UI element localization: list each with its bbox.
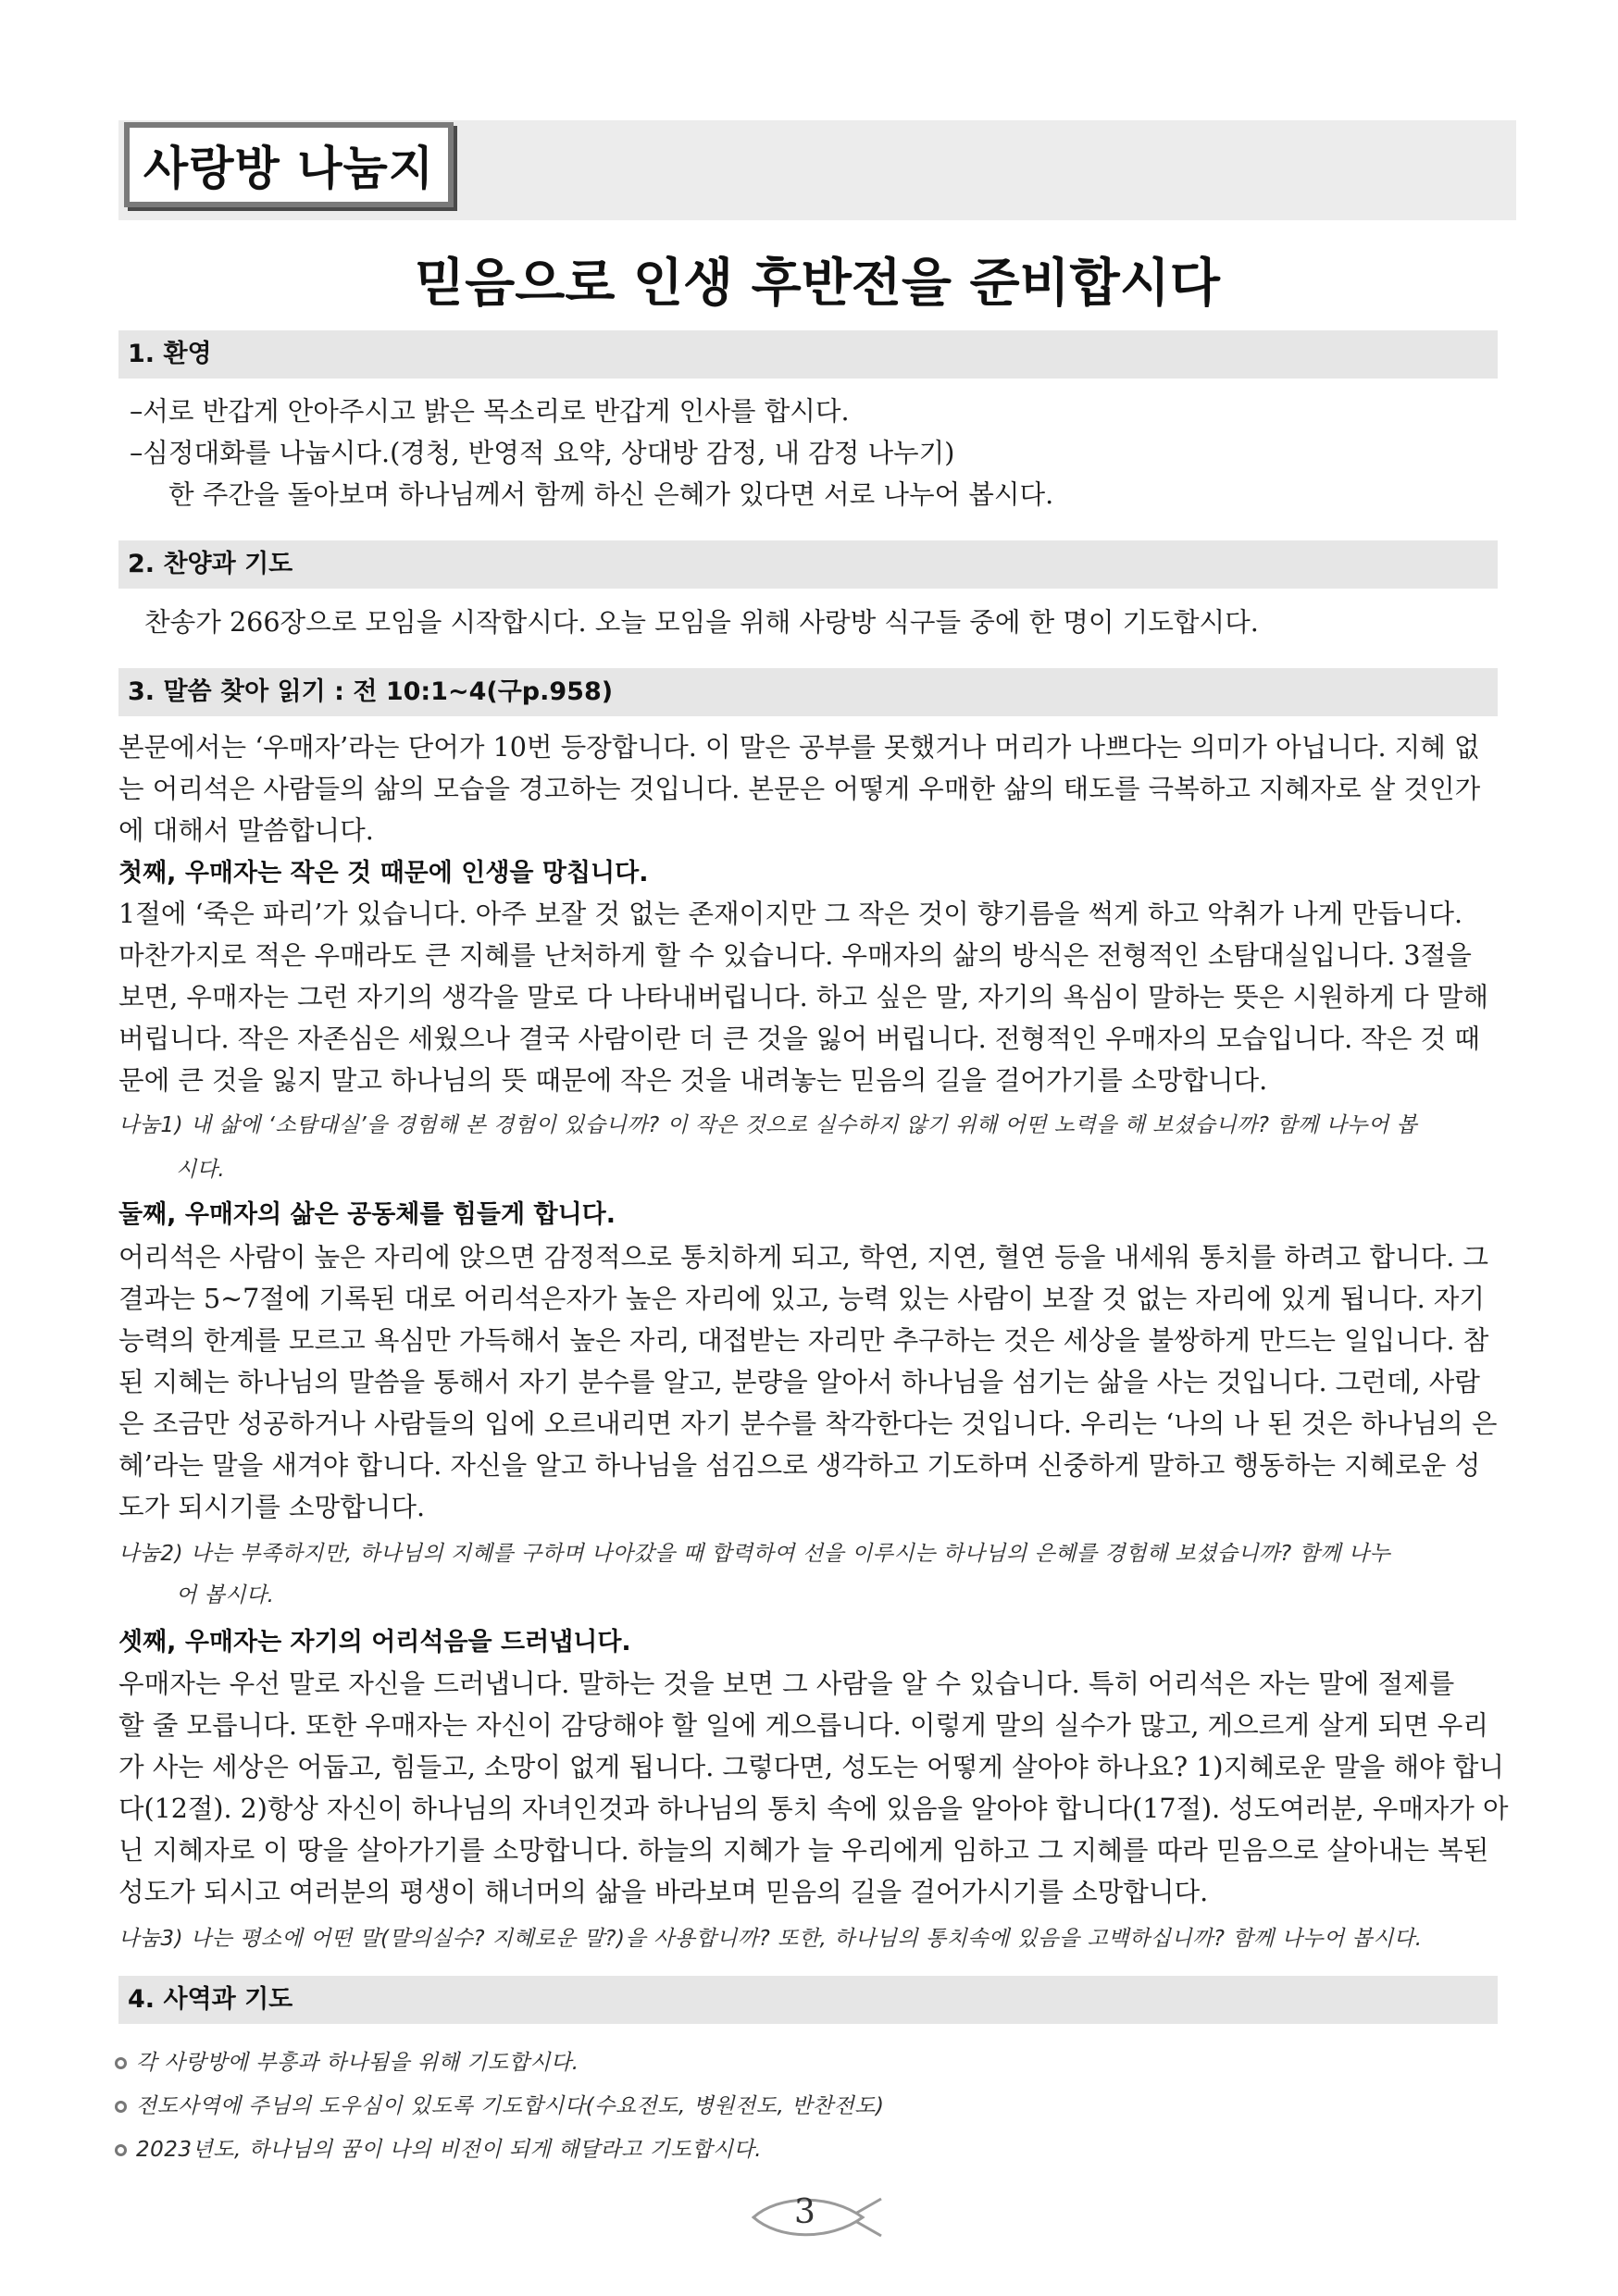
section-heading-welcome: 1. 환영 — [118, 330, 1498, 379]
discussion-question-1-cont: 시다. — [176, 1158, 226, 1182]
point-2-line: 도가 되시기를 소망합니다. — [118, 1491, 426, 1522]
prayer-item: 2023년도, 하나님의 꿈이 나의 비전이 되게 해달라고 기도합시다. — [115, 2132, 762, 2163]
discussion-question-1: 나눔1) 내 삶에 ‘소탐대실’을 경험해 본 경험이 있습니까? 이 작은 것으로 실수하지 않기 위해 어떤 노력을 해 보셨습니까? 함께 나누어 봅 — [118, 1113, 1418, 1137]
point-2-line: 능력의 한계를 모르고 욕심만 가득해서 높은 자리, 대접받는 자리만 추구하는 것은 세상을 불쌍하게 만드는 일입니다. 참 — [118, 1324, 1489, 1356]
point-1-line: 마찬가지로 적은 우매라도 큰 지혜를 난처하게 할 수 있습니다. 우매자의 삶의 방식은 전형적인 소탐대실입니다. 3절을 — [118, 939, 1472, 971]
page-number-text: 3 — [794, 2193, 815, 2231]
header-title-box — [124, 122, 454, 207]
page-title: 믿음으로 인생 후반전을 준비합시다 — [415, 254, 1220, 314]
point-2-line: 어리석은 사람이 높은 자리에 앉으면 감정적으로 통치하게 되고, 학연, 지연, 혈연 등을 내세워 통치를 하려고 합니다. 그 — [118, 1241, 1488, 1272]
point-3-heading: 셋째, 우매자는 자기의 어리석음을 드러냅니다. — [118, 1628, 631, 1657]
section-heading-ministry: 4. 사역과 기도 — [118, 1976, 1498, 2024]
header-label: 사랑방 나눔지 — [143, 142, 435, 195]
prayer-item: 각 사랑방에 부흥과 하나됨을 위해 기도합시다. — [115, 2045, 579, 2076]
welcome-line-1: –서로 반갑게 안아주시고 밝은 목소리로 반갑게 인사를 합시다. — [130, 395, 850, 427]
intro-line: 에 대해서 말씀합니다. — [118, 814, 374, 846]
praise-line: 찬송가 266장으로 모임을 시작합시다. 오늘 모임을 위해 사랑방 식구들 중에 한 명이 기도합시다. — [144, 606, 1259, 638]
bullet-icon — [115, 2057, 127, 2069]
point-2-line: 된 지혜는 하나님의 말씀을 통해서 자기 분수를 알고, 분량을 알아서 하나님을 섬기는 삶을 사는 것입니다. 그런데, 사람 — [118, 1366, 1480, 1397]
page-number — [746, 2190, 885, 2245]
bullet-icon — [115, 2144, 127, 2156]
point-1-line: 버립니다. 작은 자존심은 세웠으나 결국 사람이란 더 큰 것을 잃어 버립니다. 전형적인 우매자의 모습입니다. 작은 것 때 — [118, 1023, 1480, 1054]
point-2-line: 은 조금만 성공하거나 사람들의 입에 오르내리면 자기 분수를 착각한다는 것입니다. 우리는 ‘나의 나 된 것은 하나님의 은 — [118, 1408, 1498, 1439]
point-1-line: 1절에 ‘죽은 파리’가 있습니다. 아주 보잘 것 없는 존재이지만 그 작은 것이 향기름을 썩게 하고 악취가 나게 만듭니다. — [118, 898, 1463, 929]
fish-emblem-icon — [746, 2190, 885, 2245]
discussion-question-2-cont: 어 봅시다. — [176, 1583, 275, 1607]
intro-line: 본문에서는 ‘우매자’라는 단어가 10번 등장합니다. 이 말은 공부를 못했거나 머리가 나쁘다는 의미가 아닙니다. 지혜 없 — [118, 731, 1480, 763]
section-heading-scripture: 3. 말씀 찾아 읽기 : 전 10:1~4(구p.958) — [118, 668, 1498, 716]
point-3-line: 다(12절). 2)항상 자신이 하나님의 자녀인것과 하나님의 통치 속에 있음을 알아야 합니다(17절). 성도여러분, 우매자가 아 — [118, 1793, 1509, 1824]
point-3-line: 닌 지혜자로 이 땅을 살아가기를 소망합니다. 하늘의 지혜가 늘 우리에게 임하고 그 지혜를 따라 믿음으로 살아내는 복된 — [118, 1834, 1489, 1866]
point-1-heading: 첫째, 우매자는 작은 것 때문에 인생을 망칩니다. — [118, 859, 649, 887]
point-2-heading: 둘째, 우매자의 삶은 공동체를 힘들게 합니다. — [118, 1200, 616, 1229]
welcome-line-3: 한 주간을 돌아보며 하나님께서 함께 하신 은혜가 있다면 서로 나누어 봅시다. — [168, 478, 1054, 510]
point-3-line: 가 사는 세상은 어둡고, 힘들고, 소망이 없게 됩니다. 그렇다면, 성도는 어떻게 살아야 하나요? 1)지혜로운 말을 해야 합니 — [118, 1751, 1505, 1782]
intro-line: 는 어리석은 사람들의 삶의 모습을 경고하는 것입니다. 본문은 어떻게 우매한 삶의 태도를 극복하고 지혜자로 살 것인가 — [118, 773, 1481, 804]
prayer-item: 전도사역에 주님의 도우심이 있도록 기도합시다(수요전도, 병원전도, 반찬전도) — [115, 2089, 884, 2119]
discussion-question-2: 나눔2) 나는 부족하지만, 하나님의 지혜를 구하며 나아갔을 때 합력하여 선을 이루시는 하나님의 은혜를 경험해 보셨습니까? 함께 나누 — [118, 1542, 1391, 1566]
point-3-line: 할 줄 모릅니다. 또한 우매자는 자신이 감당해야 할 일에 게으릅니다. 이렇게 말의 실수가 많고, 게으르게 살게 되면 우리 — [118, 1709, 1488, 1741]
discussion-question-3: 나눔3) 나는 평소에 어떤 말(말의실수? 지혜로운 말?)을 사용합니까? 또한, 하나님의 통치속에 있음을 고백하십니까? 함께 나누어 봅시다. — [118, 1927, 1423, 1951]
point-1-line: 보면, 우매자는 그런 자기의 생각을 말로 다 나타내버립니다. 하고 싶은 말, 자기의 욕심이 말하는 뜻은 시원하게 다 말해 — [118, 981, 1488, 1012]
point-3-line: 우매자는 우선 말로 자신을 드러냅니다. 말하는 것을 보면 그 사람을 알 수 있습니다. 특히 어리석은 자는 말에 절제를 — [118, 1668, 1455, 1699]
welcome-line-2: –심정대화를 나눕시다.(경청, 반영적 요약, 상대방 감정, 내 감정 나누기) — [130, 437, 955, 468]
point-3-line: 성도가 되시고 여러분의 평생이 해너머의 삶을 바라보며 믿음의 길을 걸어가시기를 소망합니다. — [118, 1876, 1209, 1907]
point-1-line: 문에 큰 것을 잃지 말고 하나님의 뜻 때문에 작은 것을 내려놓는 믿음의 길을 걸어가기를 소망합니다. — [118, 1064, 1268, 1096]
section-heading-praise: 2. 찬양과 기도 — [118, 540, 1498, 589]
bullet-icon — [115, 2101, 127, 2113]
point-2-line: 혜’라는 말을 새겨야 합니다. 자신을 알고 하나님을 섬김으로 생각하고 기도하며 신중하게 말하고 행동하는 지혜로운 성 — [118, 1449, 1481, 1481]
point-2-line: 결과는 5~7절에 기록된 대로 어리석은자가 높은 자리에 있고, 능력 있는 사람이 보잘 것 없는 자리에 있게 됩니다. 자기 — [118, 1283, 1486, 1314]
